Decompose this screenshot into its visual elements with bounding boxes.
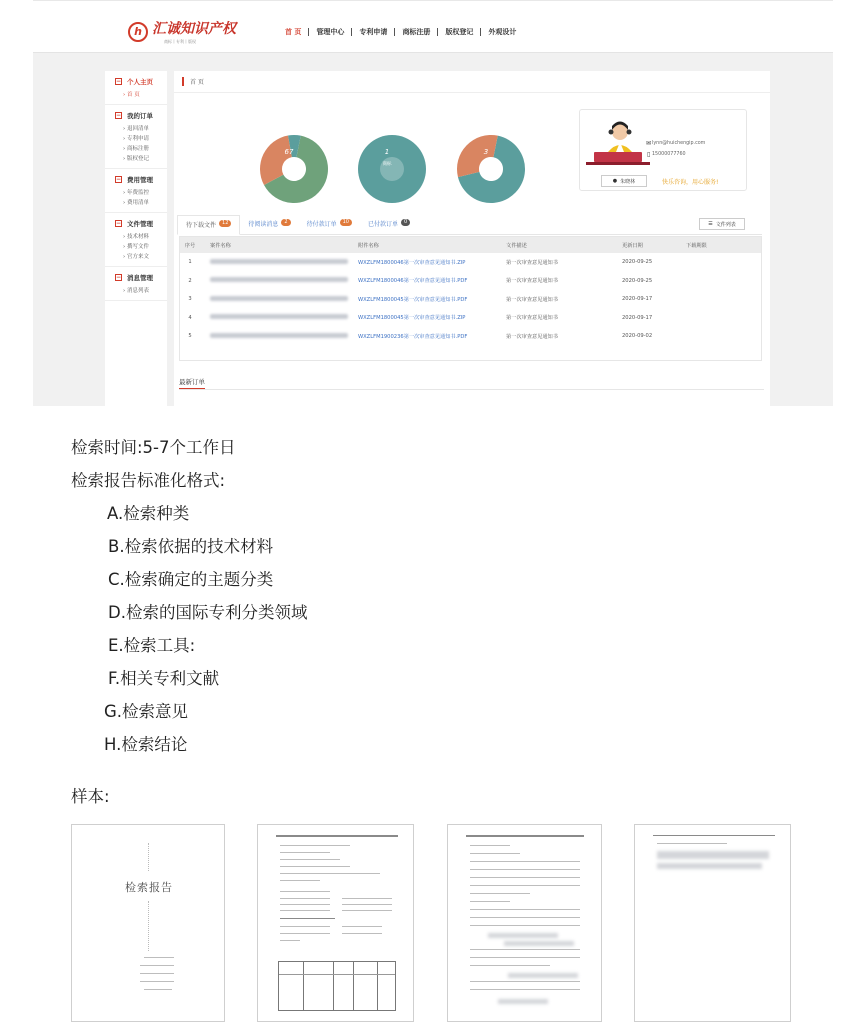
sidebar-item-messages[interactable]: › 消息列表 [123,288,149,294]
row-no: 1 [188,259,192,266]
format-item: D.检索的国际专利分类领域 [108,603,308,622]
donut-label-copyright: 版权 [481,162,491,167]
logo[interactable] [128,18,236,45]
screenshot-portal [33,0,833,406]
sidebar-item-label: 首 页 [126,92,140,98]
file-list-button[interactable] [699,218,745,230]
collapse-icon: − [116,176,122,183]
contact-phone: 15000077760 [652,152,686,157]
sidebar-item-fee-list[interactable]: › 费用清单 [123,200,149,206]
sidebar-item-patent[interactable]: › 专利申请 [123,136,149,142]
donut-label-patent: 专利 [284,162,294,167]
phone-icon: ▯ [647,151,651,158]
tab-unread-messages[interactable] [240,215,298,234]
sidebar-item-label: 商标注册 [126,146,149,152]
donut-value-patent: 67 [284,148,294,156]
table-row [180,272,761,291]
contact-card [579,109,747,191]
sidebar-group-title[interactable] [115,219,167,228]
sidebar-group-title[interactable] [115,273,167,282]
customer-service-illustration [584,116,654,172]
tab-unpaid-orders[interactable] [299,215,360,234]
row-no: 2 [188,277,192,284]
sidebar-group-label: 我的订单 [127,112,153,120]
sidebar-item-label: 年费监控 [126,190,149,196]
format-item: F.相关专利文献 [108,669,220,688]
sidebar-group-messages [105,267,167,301]
logo-tagline: 商标丨专利丨版权 [164,39,196,44]
col-case: 案件名称 [210,242,231,249]
case-name-blurred [200,333,358,340]
top-bar [33,0,833,53]
collapse-icon: − [116,274,122,281]
sample-thumbnail-page-4[interactable] [634,824,791,1022]
tab-badge: 0 [401,219,410,226]
email-icon: ✉ [646,140,652,147]
sidebar-item-tech-material[interactable]: › 技术材料 [123,234,149,240]
logo-mark: h [128,22,148,42]
sidebar-group-orders [105,105,167,169]
files-table [179,236,762,361]
format-item: H.检索结论 [104,735,188,754]
user-icon: ● [612,178,618,184]
donut-value-trademark: 1 [384,148,390,156]
row-date: 2020-09-02 [622,333,653,340]
row-desc: 第一次审查意见通知书 [506,315,558,322]
sidebar-group-label: 文件管理 [127,220,153,228]
format-title: 检索报告标准化格式: [71,471,226,490]
sidebar-item-label: 费用清单 [126,200,149,206]
table-row [180,253,761,272]
col-deadline: 下载期限 [686,242,707,249]
row-desc: 第一次审查意见通知书 [506,278,558,285]
sample-label: 样本: [71,787,110,806]
format-item: C.检索确定的主题分类 [108,570,274,589]
tab-bar [177,215,762,235]
sidebar-group-files [105,213,167,267]
sidebar-item-label: 技术材料 [126,234,149,240]
logo-name: 汇诚知识产权 [152,21,236,37]
collapse-icon: − [116,220,122,227]
row-no: 3 [188,296,192,303]
case-name-blurred [200,277,358,284]
sidebar-item-official[interactable]: › 官方来文 [123,254,149,260]
nav-home[interactable]: 首 页 [285,28,302,36]
tab-badge: 2 [281,219,290,226]
sidebar-item-drafts[interactable]: › 撰写文件 [123,244,149,250]
donut-charts [234,121,534,221]
tab-badge: 12 [219,220,231,227]
nav-management[interactable]: 管理中心 [308,28,351,36]
col-date: 更新日期 [622,242,643,249]
tab-label: 待付款订单 [306,221,337,228]
sidebar-item-copyright[interactable]: › 版权登记 [123,156,149,162]
row-desc: 第一次审查意见通知书 [506,259,558,266]
tab-label: 待下载文件 [186,222,217,229]
sidebar-item-label: 官方来文 [126,254,149,260]
sidebar-item-label: 撰写文件 [126,244,149,250]
case-name-blurred [200,259,358,266]
case-name-blurred [200,314,358,321]
sidebar-group-label: 费用管理 [127,176,153,184]
attachment-link[interactable]: WXZLFM1900236第一次审查意见通知书.PDF [358,333,468,340]
tab-pending-downloads[interactable] [177,215,240,235]
tab-badge: 10 [340,219,352,226]
tab-paid-orders[interactable] [360,215,418,234]
nav-copyright[interactable]: 版权登记 [437,28,480,36]
attachment-link[interactable]: WXZLFM1800045第一次审查意见通知书.ZIP [358,315,466,322]
breadcrumb [174,71,770,93]
sidebar-group-title[interactable] [115,77,167,86]
main-panel [174,71,770,406]
col-attachment: 附件名称 [358,242,379,249]
format-item: G.检索意见 [104,702,189,721]
sidebar-item-home[interactable]: › 首 页 [123,92,140,98]
sidebar-group-label: 消息管理 [127,274,153,282]
sidebar-item-label: 退回清单 [126,126,149,132]
sidebar [105,71,167,406]
sidebar-item-label: 专利申请 [126,136,149,142]
col-no: 序号 [184,242,196,249]
latest-orders-tab[interactable]: 最新订单 [179,377,205,390]
sample-thumbnail-page-2[interactable] [257,824,414,1022]
sidebar-group-home [105,71,167,105]
format-item: B.检索依据的技术材料 [108,537,274,556]
row-no: 4 [188,314,192,321]
table-row [180,327,761,346]
format-item: A.检索种类 [107,504,190,523]
collapse-icon: − [116,78,122,85]
row-date: 2020-09-25 [622,277,653,284]
cover-title: 检索报告 [125,881,173,894]
table-row [180,309,761,328]
attachment-link[interactable]: WXZLFM1800046第一次审查意见通知书.ZIP [358,259,466,266]
row-desc: 第一次审查意见通知书 [506,296,558,303]
attachment-link[interactable]: WXZLFM1800045第一次审查意见通知书.PDF [358,296,468,303]
row-desc: 第一次审查意见通知书 [506,333,558,340]
table-header [180,237,761,253]
agent-button[interactable] [601,175,647,187]
contact-email[interactable]: lynn@huichengip.com [652,141,706,146]
sidebar-group-title[interactable] [115,175,167,184]
sidebar-item-label: 版权登记 [126,156,149,162]
row-date: 2020-09-25 [622,259,653,266]
sidebar-group-fees [105,169,167,213]
attachment-link[interactable]: WXZLFM1800046第一次审查意见通知书.PDF [358,278,468,285]
sidebar-group-title[interactable] [115,111,167,120]
contact-slogan: 快乐咨询，用心服务! [662,179,719,186]
sidebar-item-trademark[interactable]: › 商标注册 [123,146,149,152]
nav-trademark[interactable]: 商标注册 [394,28,437,36]
nav-patent[interactable]: 专利申请 [351,28,394,36]
format-item: E.检索工具: [108,636,196,655]
file-list-label: 文件列表 [715,221,736,228]
sidebar-group-label: 个人主页 [127,78,153,86]
sample-thumbnail-page-3[interactable] [447,824,602,1022]
breadcrumb-label: 首 页 [190,79,204,86]
nav-design[interactable]: 外观设计 [480,28,523,36]
sample-thumbnail-cover[interactable] [71,824,225,1022]
main-nav [285,28,523,36]
row-date: 2020-09-17 [622,296,653,303]
agent-name: 朱晓林 [620,178,636,185]
tab-label: 已付款订单 [367,221,398,228]
tab-label: 待阅读消息 [248,221,279,228]
list-icon: ☰ [708,221,713,227]
collapse-icon: − [116,112,122,119]
row-no: 5 [188,333,192,340]
sidebar-item-returns[interactable]: › 退回清单 [123,126,149,132]
search-time: 检索时间:5-7个工作日 [71,438,236,457]
donut-value-copyright: 3 [483,148,489,156]
table-row [180,290,761,309]
row-date: 2020-09-17 [622,314,653,321]
sidebar-item-label: 消息列表 [126,288,149,294]
donut-label-trademark: 商标 [382,162,392,167]
case-name-blurred [200,296,358,303]
sidebar-item-annual-fee[interactable]: › 年费监控 [123,190,149,196]
col-desc: 文件描述 [506,242,527,249]
